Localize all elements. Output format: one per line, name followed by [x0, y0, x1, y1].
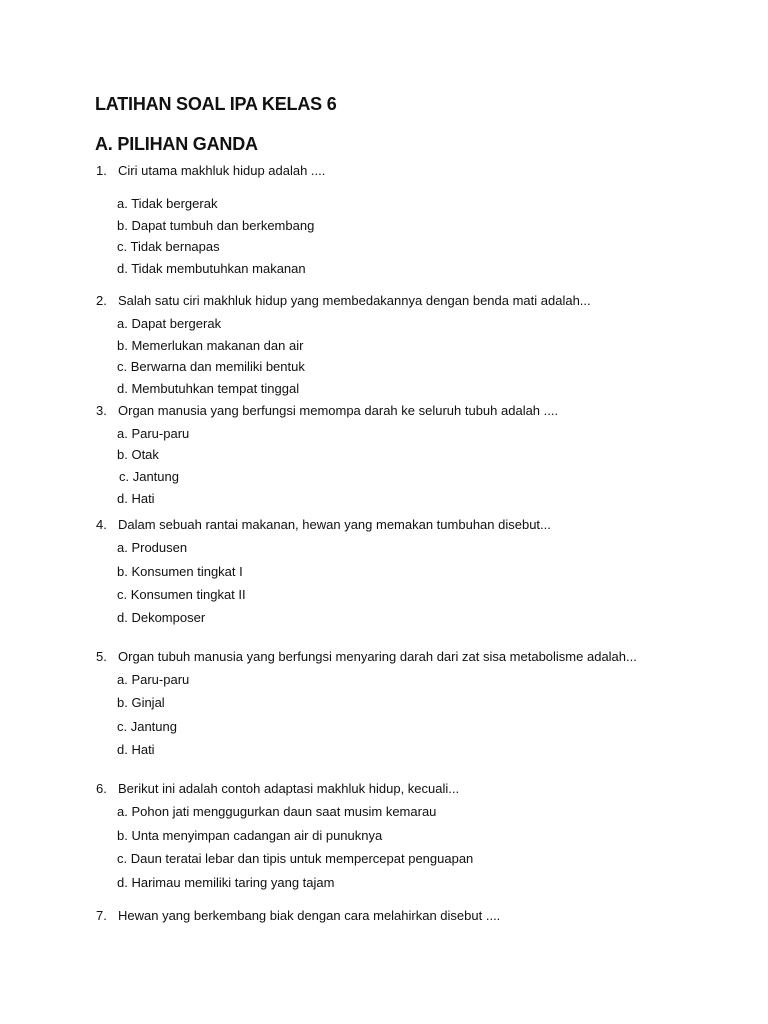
question-text: Hewan yang berkembang biak dengan cara melahirkan disebut ....: [118, 908, 501, 923]
question-number: 6.: [96, 781, 107, 796]
option-b: b. Otak: [117, 447, 159, 462]
question-number: 4.: [96, 517, 107, 532]
option-d: d. Harimau memiliki taring yang tajam: [117, 875, 335, 890]
option-b: b. Unta menyimpan cadangan air di punuknya: [117, 828, 383, 843]
option-c: c. Jantung: [119, 469, 179, 484]
option-c: c. Konsumen tingkat II: [117, 587, 246, 602]
question-text: Salah satu ciri makhluk hidup yang membedakannya dengan benda mati adalah...: [118, 293, 591, 308]
option-a: a. Pohon jati menggugurkan daun saat musim kemarau: [117, 804, 437, 819]
option-a: a. Produsen: [117, 540, 188, 555]
option-d: d. Hati: [117, 742, 155, 757]
option-c: c. Jantung: [117, 719, 177, 734]
option-a: a. Tidak bergerak: [117, 196, 218, 211]
question-text: Organ tubuh manusia yang berfungsi menyaring darah dari zat sisa metabolisme adalah...: [118, 649, 637, 664]
option-b: b. Konsumen tingkat I: [117, 564, 243, 579]
option-b: b. Dapat tumbuh dan berkembang: [117, 218, 315, 233]
option-c: c. Tidak bernapas: [117, 239, 220, 254]
question-number: 3.: [96, 403, 107, 418]
option-a: a. Paru-paru: [117, 672, 190, 687]
option-a: a. Dapat bergerak: [117, 316, 222, 331]
option-d: d. Membutuhkan tempat tinggal: [117, 381, 300, 396]
question-number: 5.: [96, 649, 107, 664]
option-d: d. Hati: [117, 491, 155, 506]
section-title: A. PILIHAN GANDA: [95, 134, 258, 154]
option-c: c. Berwarna dan memiliki bentuk: [117, 359, 305, 374]
question-text: Organ manusia yang berfungsi memompa darah ke seluruh tubuh adalah ....: [118, 403, 559, 418]
option-a: a. Paru-paru: [117, 426, 190, 441]
question-number: 2.: [96, 293, 107, 308]
question-number: 7.: [96, 908, 107, 923]
option-b: b. Ginjal: [117, 695, 165, 710]
question-text: Berikut ini adalah contoh adaptasi makhluk hidup, kecuali...: [118, 781, 460, 796]
option-d: d. Tidak membutuhkan makanan: [117, 261, 306, 276]
option-d: d. Dekomposer: [117, 610, 206, 625]
question-text: Ciri utama makhluk hidup adalah ....: [118, 163, 326, 178]
question-text: Dalam sebuah rantai makanan, hewan yang memakan tumbuhan disebut...: [118, 517, 551, 532]
question-number: 1.: [96, 163, 107, 178]
option-c: c. Daun teratai lebar dan tipis untuk mempercepat penguapan: [117, 851, 474, 866]
option-b: b. Memerlukan makanan dan air: [117, 338, 304, 353]
document-title: LATIHAN SOAL IPA KELAS 6: [95, 94, 337, 114]
